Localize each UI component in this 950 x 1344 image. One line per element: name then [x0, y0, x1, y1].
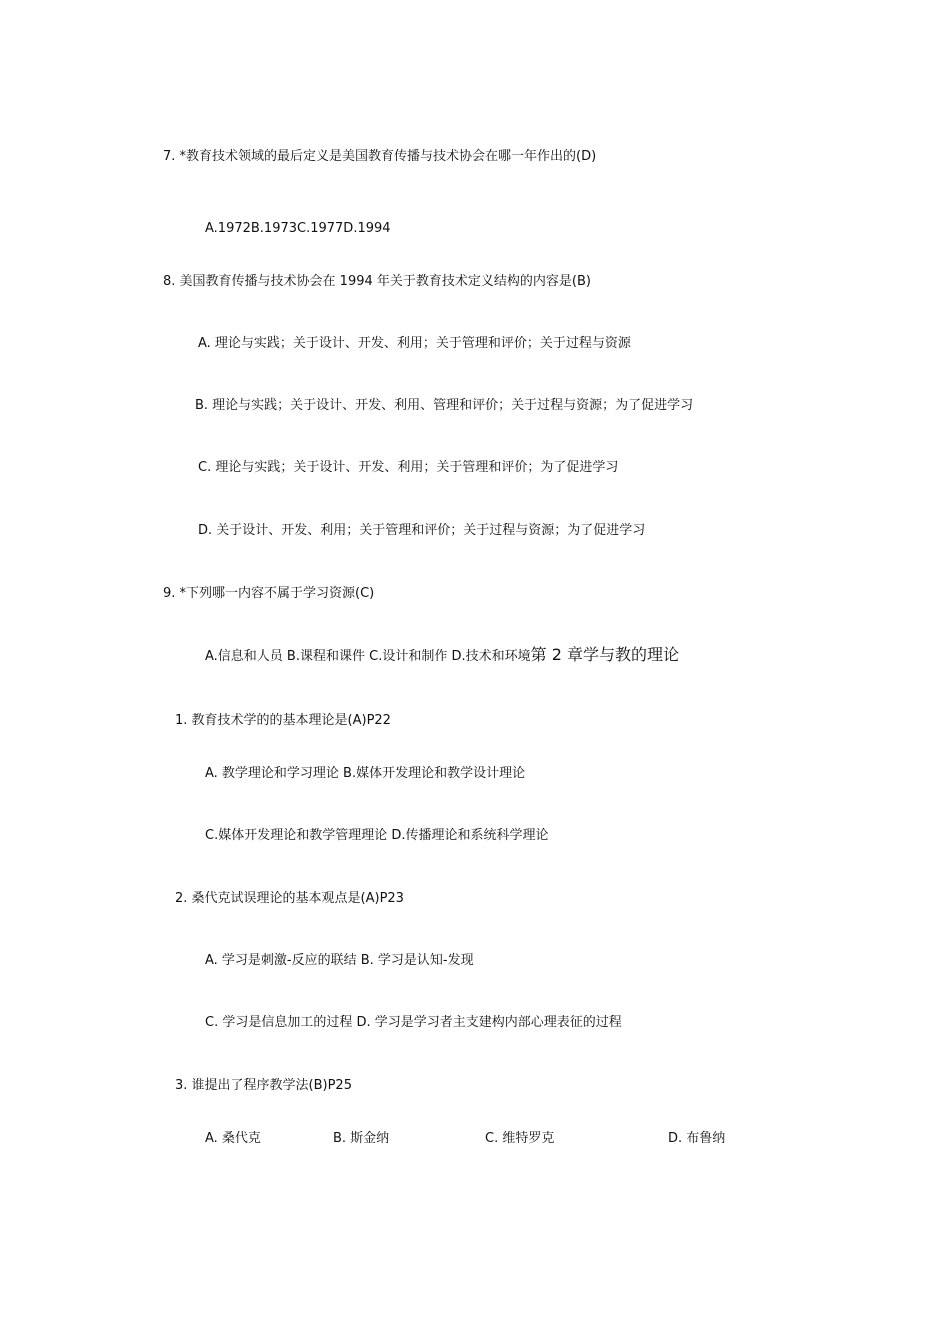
question-8-option-c: C. 理论与实践；关于设计、开发、利用；关于管理和评价；为了促进学习 [198, 460, 619, 475]
question-7-options: A.1972B.1973C.1977D.1994 [205, 221, 391, 236]
question-8-stem: 8. 美国教育传播与技术协会在 1994 年关于教育技术定义结构的内容是(B) [163, 274, 591, 289]
chapter2-question-1-stem: 1. 教育技术学的的基本理论是(A)P22 [175, 713, 391, 728]
question-7-stem: 7. *教育技术领域的最后定义是美国教育传播与技术协会在哪一年作出的(D) [163, 149, 597, 164]
question-9-options: A.信息和人员 B.课程和课件 C.设计和制作 D.技术和环境 [205, 649, 531, 664]
question-8-option-b: B. 理论与实践；关于设计、开发、利用、管理和评价；关于过程与资源；为了促进学习 [195, 398, 694, 413]
chapter2-question-3-stem: 3. 谁提出了程序教学法(B)P25 [175, 1078, 352, 1093]
question-8-option-a: A. 理论与实践；关于设计、开发、利用；关于管理和评价；关于过程与资源 [198, 336, 631, 351]
chapter2-question-3-option-c: C. 维特罗克 [485, 1131, 555, 1146]
chapter2-question-2-options-line2: C. 学习是信息加工的过程 D. 学习是学习者主支建构内部心理表征的过程 [205, 1015, 622, 1030]
question-8-option-d: D. 关于设计、开发、利用；关于管理和评价；关于过程与资源；为了促进学习 [198, 523, 646, 538]
chapter2-question-3-option-a: A. 桑代克 [205, 1131, 261, 1146]
chapter2-question-3-option-d: D. 布鲁纳 [668, 1131, 726, 1146]
chapter2-question-2-options-line1: A. 学习是刺激-反应的联结 B. 学习是认知-发现 [205, 953, 474, 968]
chapter2-question-1-options-line1: A. 教学理论和学习理论 B.媒体开发理论和教学设计理论 [205, 766, 526, 781]
chapter2-question-1-options-line2: C.媒体开发理论和教学管理理论 D.传播理论和系统科学理论 [205, 828, 549, 843]
question-9-stem: 9. *下列哪一内容不属于学习资源(C) [163, 586, 375, 601]
question-9-options-row [205, 646, 679, 666]
chapter2-question-2-stem: 2. 桑代克试误理论的基本观点是(A)P23 [175, 891, 404, 906]
chapter-heading: 第 2 章学与教的理论 [530, 645, 679, 664]
chapter2-question-3-option-b: B. 斯金纳 [333, 1131, 390, 1146]
